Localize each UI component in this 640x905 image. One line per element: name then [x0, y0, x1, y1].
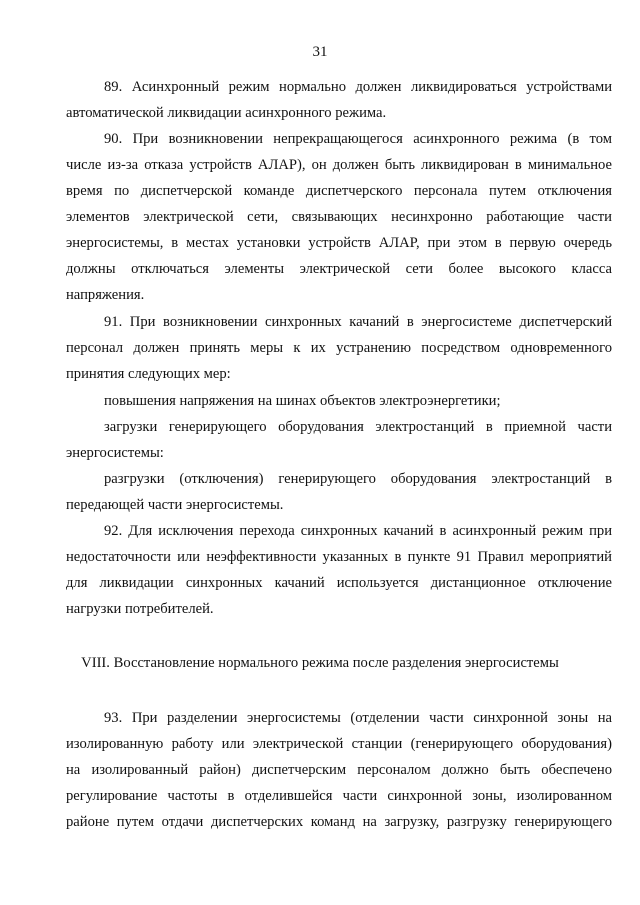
paragraph-91-line-3: принятия следующих мер:: [66, 366, 231, 382]
list-item-3-line-1: разгрузки (отключения) генерирующего оборудования электростанций в: [104, 471, 612, 487]
paragraph-90-line-7: напряжения.: [66, 287, 145, 303]
paragraph-92-line-4: нагрузки потребителей.: [66, 601, 214, 617]
paragraph-92-line-3: для ликвидации синхронных качаний используется дистанционное отключение: [66, 575, 612, 591]
paragraph-93-line-3: на изолированный район) диспетчерским персоналом должно быть обеспечено: [66, 762, 612, 778]
paragraph-89-line-2: автоматической ликвидации асинхронного режима.: [66, 105, 387, 121]
paragraph-91-line-2: персонал должен принять меры к их устранению посредством одновременного: [66, 340, 612, 356]
paragraph-90-line-3: время по диспетчерской команде диспетчерского персонала путем отключения: [66, 183, 612, 199]
paragraph-93-line-4: регулирование частоты в отделившейся части синхронной зоны, изолированном: [66, 788, 612, 804]
paragraph-90-line-1: 90. При возникновении непрекращающегося асинхронного режима (в том: [104, 131, 612, 147]
paragraph-92-line-2: недостаточности или неэффективности указанных в пункте 91 Правил мероприятий: [66, 549, 612, 565]
page-number: 31: [312, 44, 328, 60]
paragraph-93-line-1: 93. При разделении энергосистемы (отделении части синхронной зоны на: [104, 710, 612, 726]
paragraph-90-line-2: числе из-за отказа устройств АЛАР), он должен быть ликвидирован в минимальное: [66, 157, 612, 173]
list-item-2-line-1: загрузки генерирующего оборудования электростанций в приемной части: [104, 419, 612, 435]
list-item-3-line-2: передающей части энергосистемы.: [66, 497, 284, 513]
section-heading: VIII. Восстановление нормального режима после разделения энергосистемы: [81, 655, 559, 671]
paragraph-92-line-1: 92. Для исключения перехода синхронных качаний в асинхронный режим при: [104, 523, 612, 539]
paragraph-91-line-1: 91. При возникновении синхронных качаний в энергосистеме диспетчерский: [104, 314, 612, 330]
paragraph-90-line-6: должны отключаться элементы электрической сети более высокого класса: [66, 261, 612, 277]
paragraph-90-line-4: элементов электрической сети, связывающих несинхронно работающие части: [66, 209, 612, 225]
paragraph-93-line-5: районе путем отдачи диспетчерских команд на загрузку, разгрузку генерирующего: [66, 814, 612, 830]
list-item-2-line-2: энергосистемы:: [66, 445, 164, 461]
paragraph-90-line-5: энергосистемы, в местах установки устройств АЛАР, при этом в первую очередь: [66, 235, 612, 251]
paragraph-89-line-1: 89. Асинхронный режим нормально должен ликвидироваться устройствами: [104, 79, 612, 95]
list-item-1: повышения напряжения на шинах объектов электроэнергетики;: [104, 393, 501, 409]
paragraph-93-line-2: изолированную работу или электрической станции (генерирующего оборудования): [66, 736, 612, 752]
